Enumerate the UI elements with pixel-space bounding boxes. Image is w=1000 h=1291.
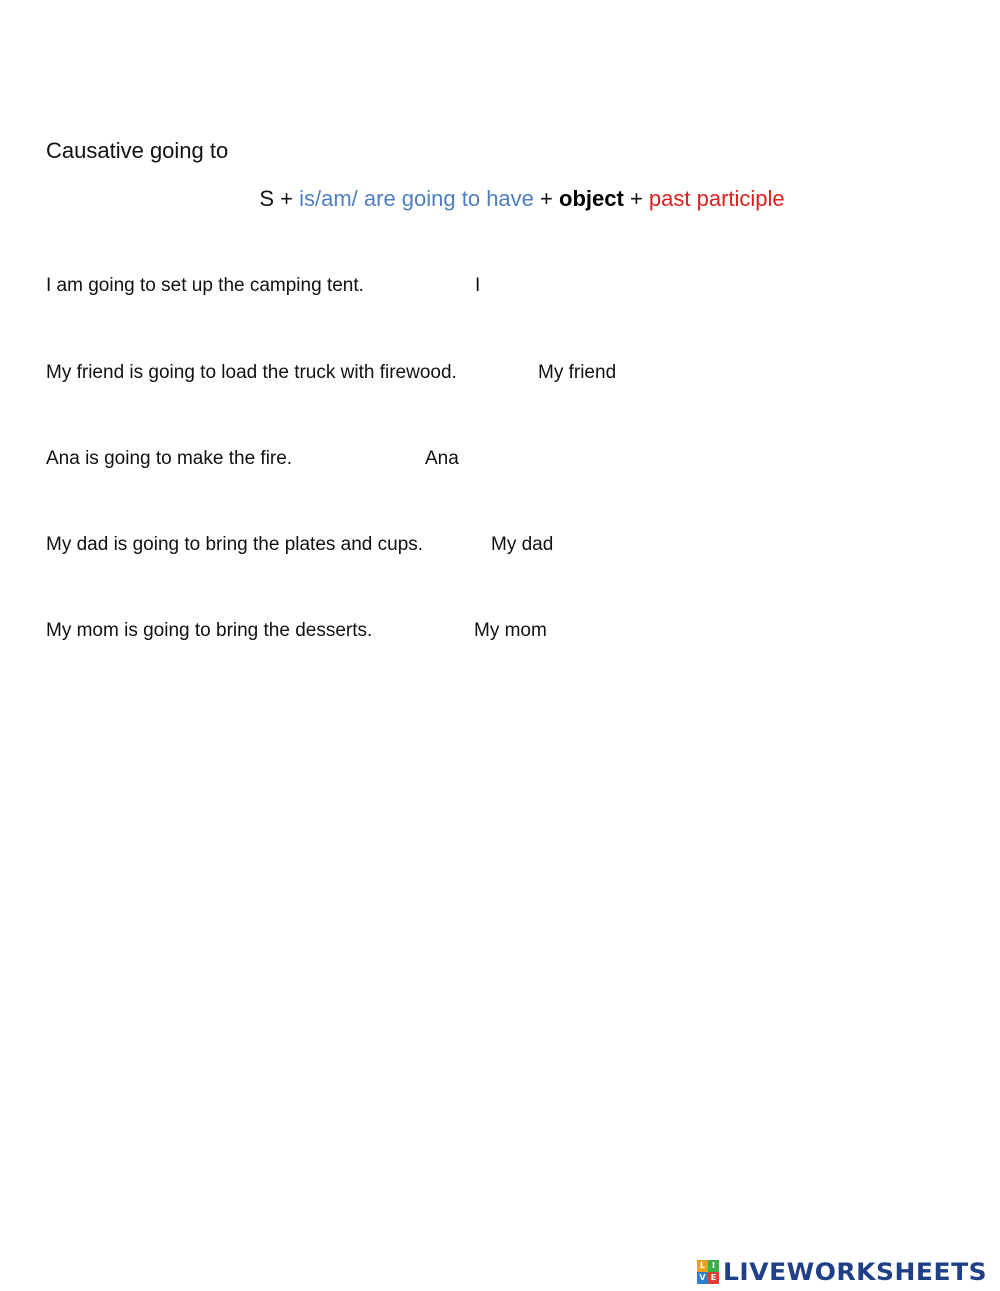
formula-participle: past participle [648, 186, 785, 211]
answer-prompt: My friend [538, 362, 617, 383]
formula-plus: + [629, 186, 643, 211]
exercise-sentence: Ana is going to make the fire. [46, 448, 293, 469]
answer-prompt: My dad [491, 534, 554, 555]
answer-prompt: Ana [425, 448, 459, 469]
exercise-row [46, 618, 746, 644]
exercise-sentence: My friend is going to load the truck with firewood. [46, 362, 457, 383]
formula-verb: is/am/ are going to have [299, 186, 534, 211]
answer-prompt: I [475, 275, 481, 296]
logo-letter: V [697, 1272, 708, 1284]
logo-letter: E [708, 1272, 719, 1284]
answer-prompt: My mom [474, 620, 547, 641]
formula-plus: + [540, 186, 553, 211]
exercise-row [46, 360, 746, 386]
logo-letter: L [697, 1260, 708, 1272]
worksheet-title: Causative going to [46, 138, 229, 163]
formula-subject: S + [259, 186, 293, 211]
exercise-sentence: My dad is going to bring the plates and cups. [46, 534, 424, 555]
logo-mark-icon [697, 1260, 719, 1284]
logo-letter: I [708, 1260, 719, 1272]
exercise-row [46, 532, 746, 558]
exercise-sentence: My mom is going to bring the desserts. [46, 620, 373, 641]
exercise-row [46, 446, 646, 472]
exercise-sentence: I am going to set up the camping tent. [46, 275, 364, 296]
logo-text: LIVEWORKSHEETS [723, 1258, 988, 1286]
formula-object: object [559, 186, 624, 211]
liveworksheets-logo [697, 1257, 988, 1287]
grammar-formula [0, 184, 1000, 214]
exercise-row [46, 273, 646, 299]
